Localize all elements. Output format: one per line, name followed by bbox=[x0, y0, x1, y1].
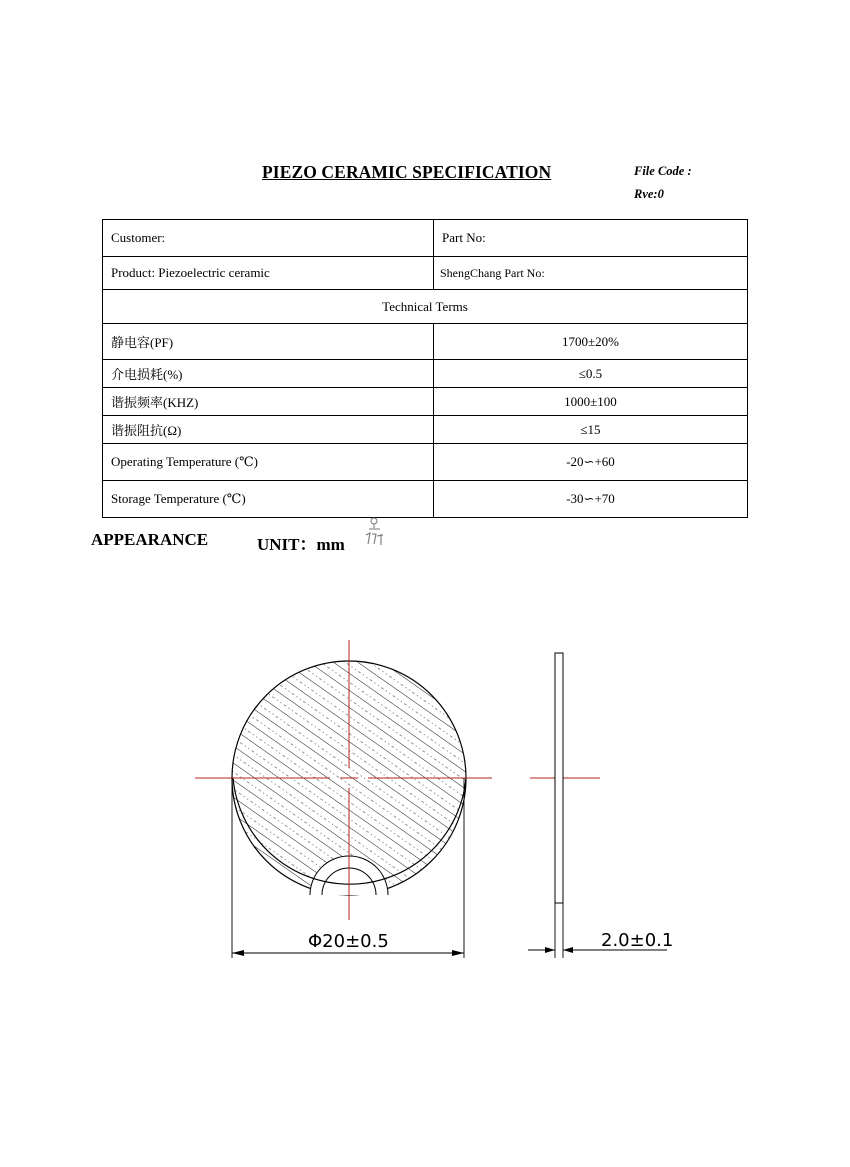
document-title: PIEZO CERAMIC SPECIFICATION bbox=[262, 162, 552, 182]
table-row bbox=[103, 388, 748, 416]
disc-side-view bbox=[555, 653, 563, 958]
thickness-label: 2.0±0.1 bbox=[601, 930, 674, 951]
spec-value: ≤0.5 bbox=[434, 360, 748, 388]
specification-table bbox=[102, 219, 748, 518]
spec-value: -30∽+70 bbox=[434, 481, 748, 518]
part-no-cell: Part No: bbox=[434, 220, 748, 257]
file-code-label: File Code : bbox=[634, 164, 692, 178]
technical-terms-header: Technical Terms bbox=[103, 290, 748, 324]
table-row bbox=[103, 416, 748, 444]
spec-label: Storage Temperature (℃) bbox=[103, 481, 434, 518]
spec-value: ≤15 bbox=[434, 416, 748, 444]
spec-label: Operating Temperature (℃) bbox=[103, 444, 434, 481]
table-row bbox=[103, 220, 748, 257]
appearance-heading: APPEARANCE bbox=[91, 530, 209, 549]
revision-label: Rve:0 bbox=[634, 187, 664, 201]
table-row bbox=[103, 290, 748, 324]
spec-label: 谐振频率(KHZ) bbox=[103, 388, 434, 416]
spec-label: 介电损耗(%) bbox=[103, 360, 434, 388]
diameter-label: Φ20±0.5 bbox=[308, 931, 389, 952]
unit-label: UNIT：mm bbox=[257, 535, 345, 554]
spec-value: -20∽+60 bbox=[434, 444, 748, 481]
spec-value: 1700±20% bbox=[434, 324, 748, 360]
unit-scribble-mark bbox=[363, 517, 389, 549]
product-cell: Product: Piezoelectric ceramic bbox=[103, 257, 434, 290]
spec-label: 谐振阻抗(Ω) bbox=[103, 416, 434, 444]
customer-cell: Customer: bbox=[103, 220, 434, 257]
spec-value: 1000±100 bbox=[434, 388, 748, 416]
appearance-drawing bbox=[0, 600, 850, 980]
table-row bbox=[103, 481, 748, 518]
spec-label: 静电容(PF) bbox=[103, 324, 434, 360]
table-row bbox=[103, 360, 748, 388]
table-row bbox=[103, 324, 748, 360]
table-row bbox=[103, 257, 748, 290]
shengchang-part-no-cell: ShengChang Part No: bbox=[434, 257, 748, 290]
table-row bbox=[103, 444, 748, 481]
